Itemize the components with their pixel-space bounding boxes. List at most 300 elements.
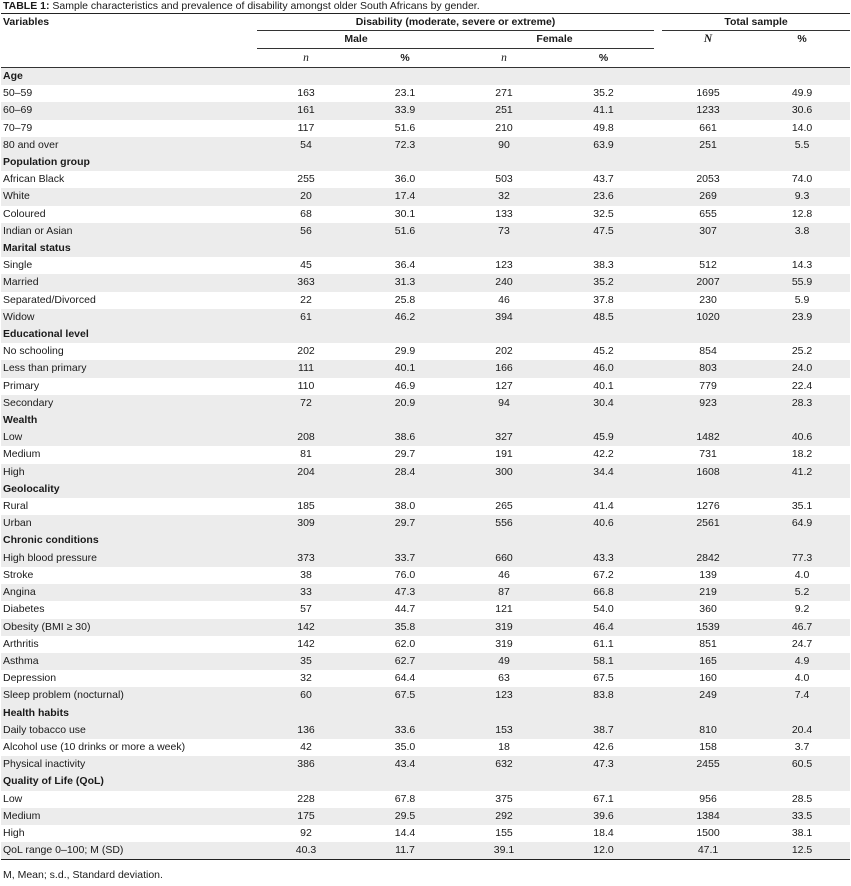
total-pct-cell: 14.3: [791, 259, 813, 272]
female-n-cell: 166: [495, 362, 513, 375]
male-pct-cell: 51.6: [394, 121, 416, 134]
male-n-cell: 363: [297, 276, 315, 289]
male-n-cell: 228: [297, 792, 315, 805]
total-n-cell: 1482: [696, 431, 720, 444]
female-pct-cell: 42.2: [593, 448, 614, 461]
male-pct-cell: 28.4: [394, 465, 416, 478]
female-pct-cell: 61.1: [593, 637, 614, 650]
gap-cell: [654, 292, 662, 309]
male-n-cell: 142: [297, 620, 315, 633]
male-n-cell: 202: [297, 345, 315, 358]
table-row: [1, 309, 850, 326]
total-pct-cell: 9.2: [794, 603, 810, 616]
table-row: [1, 188, 850, 205]
table-row: [1, 601, 850, 618]
row-label: High: [3, 826, 25, 839]
gap-cell: [654, 808, 662, 825]
female-pct-cell: 47.3: [593, 758, 614, 771]
female-pct-cell: 40.6: [593, 517, 614, 530]
header-row-1: [1, 14, 850, 31]
total-pct-cell: 12.5: [754, 842, 850, 860]
male-pct-cell: 67.5: [394, 689, 416, 702]
row-label: Coloured: [3, 207, 46, 220]
disability-header: [257, 14, 654, 31]
male-n-header: n: [257, 49, 355, 68]
row-label: Secondary: [3, 396, 54, 409]
male-pct-cell: 25.8: [394, 293, 416, 306]
total-pct-cell: 4.0: [794, 672, 810, 685]
male-pct-cell: 23.1: [394, 87, 416, 100]
total-n-cell: 1608: [696, 465, 720, 478]
male-n-cell: 68: [300, 207, 312, 220]
section-row: [1, 326, 850, 343]
male-n-cell: 61: [300, 310, 312, 323]
section-title: Chronic conditions: [3, 534, 99, 547]
gap-cell: [654, 188, 662, 205]
total-n-cell: 655: [699, 207, 717, 220]
gap-cell: [654, 120, 662, 137]
total-pct-subheader: [754, 49, 850, 68]
male-n-cell: 208: [297, 431, 315, 444]
table-caption: [3, 0, 850, 13]
gap-cell: [654, 670, 662, 687]
row-label: Alcohol use (10 drinks or more a week): [3, 740, 186, 753]
male-n-cell: 35: [300, 654, 312, 667]
total-pct-cell: 49.9: [791, 87, 813, 100]
male-pct-cell: 29.5: [394, 809, 416, 822]
row-label: Asthma: [3, 654, 39, 667]
total-n-cell: 1384: [696, 809, 720, 822]
table-row: [1, 808, 850, 825]
female-pct-cell: 66.8: [593, 586, 614, 599]
total-n-cell: 956: [699, 792, 717, 805]
section-row: [1, 705, 850, 722]
female-n-cell: 121: [495, 603, 513, 616]
total-pct-cell: 28.5: [791, 792, 813, 805]
male-n-cell: 42: [300, 740, 312, 753]
female-pct-cell: 54.0: [593, 603, 614, 616]
total-n-cell: 2053: [696, 173, 720, 186]
total-pct-cell: 30.6: [791, 104, 813, 117]
total-n-cell: 2842: [696, 551, 720, 564]
section-title: Marital status: [3, 242, 71, 255]
male-n-cell: 22: [300, 293, 312, 306]
total-n-cell: 139: [699, 568, 717, 581]
male-pct-cell: 29.9: [394, 345, 416, 358]
male-pct-cell: 46.9: [394, 379, 416, 392]
male-n-cell: 72: [300, 396, 312, 409]
table-row: [1, 687, 850, 704]
male-n-cell: 386: [297, 758, 315, 771]
total-pct-cell: 12.8: [791, 207, 813, 220]
male-n-cell: 92: [300, 826, 312, 839]
male-n-cell: 33: [300, 586, 312, 599]
female-n-cell: 155: [495, 826, 513, 839]
gap-cell: [654, 756, 662, 773]
total-pct-cell: 20.4: [791, 723, 813, 736]
male-n-cell: 56: [300, 224, 312, 237]
female-n-cell: 265: [495, 500, 513, 513]
section-title: Population group: [3, 156, 90, 169]
male-n-cell: 136: [297, 723, 315, 736]
male-pct-cell: 17.4: [394, 190, 416, 203]
female-n-cell: 300: [495, 465, 513, 478]
row-label: Married: [3, 276, 39, 289]
male-pct-cell: 47.3: [394, 586, 416, 599]
gap-cell: [654, 584, 662, 601]
table-row: [1, 446, 850, 463]
total-pct-cell: 28.3: [791, 396, 813, 409]
female-n-cell: 191: [495, 448, 513, 461]
table-row: [1, 464, 850, 481]
total-n-cell: 2455: [696, 758, 720, 771]
header-gap: [654, 49, 662, 68]
total-n-cell: 160: [699, 672, 717, 685]
total-n-cell: 512: [699, 259, 717, 272]
gap-cell: [654, 257, 662, 274]
male-pct-cell: 33.6: [394, 723, 416, 736]
gap-cell: [654, 137, 662, 154]
total-pct-cell: 24.0: [791, 362, 813, 375]
female-pct-cell: 63.9: [593, 138, 614, 151]
table-row: [1, 636, 850, 653]
female-pct-cell: 47.5: [593, 224, 614, 237]
male-n-cell: 255: [297, 173, 315, 186]
gap-cell: [654, 791, 662, 808]
male-pct-cell: 30.1: [394, 207, 416, 220]
male-n-cell: 161: [297, 104, 315, 117]
female-n-cell: 46: [498, 568, 510, 581]
table-row: [1, 619, 850, 636]
female-n-cell: 46: [498, 293, 510, 306]
male-n-cell: 40.3: [257, 842, 355, 860]
total-n-cell: 269: [699, 190, 717, 203]
male-pct-cell: 29.7: [394, 517, 416, 530]
gap-cell: [654, 171, 662, 188]
table-row: [1, 206, 850, 223]
total-n-cell: 923: [699, 396, 717, 409]
female-pct-cell: 48.5: [593, 310, 614, 323]
female-pct-cell: 43.7: [593, 173, 614, 186]
male-n-cell: 38: [300, 568, 312, 581]
female-pct-cell: 46.0: [593, 362, 614, 375]
female-pct-cell: 37.8: [593, 293, 614, 306]
total-pct-cell: 7.4: [794, 689, 810, 702]
female-pct-cell: 32.5: [593, 207, 614, 220]
female-pct-cell: 41.4: [593, 500, 614, 513]
total-n-cell: 165: [699, 654, 717, 667]
male-pct-cell: 14.4: [394, 826, 416, 839]
total-n-cell: 1539: [696, 620, 720, 633]
female-pct-cell: 45.2: [593, 345, 614, 358]
female-n-cell: 127: [495, 379, 513, 392]
table-row: [1, 653, 850, 670]
female-pct-cell: 39.6: [593, 809, 614, 822]
section-title: Wealth: [3, 414, 38, 427]
gap-cell: [654, 464, 662, 481]
female-pct-cell: 30.4: [593, 396, 614, 409]
male-pct-cell: 62.7: [394, 654, 416, 667]
table-row: [1, 739, 850, 756]
gap-cell: [654, 102, 662, 119]
male-n-cell: 45: [300, 259, 312, 272]
total-pct-cell: 35.1: [791, 500, 813, 513]
table-row: [1, 343, 850, 360]
total-pct-cell: 18.2: [791, 448, 813, 461]
gap-cell: [654, 636, 662, 653]
male-pct-cell: 76.0: [394, 568, 416, 581]
total-pct-cell: 24.7: [791, 637, 813, 650]
row-label: 60–69: [3, 104, 33, 117]
total-n-cell: 803: [699, 362, 717, 375]
male-n-cell: 175: [297, 809, 315, 822]
total-n-cell: 2561: [696, 517, 720, 530]
caption-text: Sample characteristics and prevalence of disability amongst older South Africans by gender.: [49, 0, 480, 12]
section-row: [1, 481, 850, 498]
table-body: [1, 68, 850, 860]
male-n-cell: 185: [297, 500, 315, 513]
female-pct-cell: 18.4: [593, 826, 614, 839]
female-pct-cell: 67.1: [593, 792, 614, 805]
table-row: [1, 378, 850, 395]
row-label: 50–59: [3, 87, 33, 100]
female-n-cell: 153: [495, 723, 513, 736]
section-title: Educational level: [3, 328, 89, 341]
male-n-cell: 204: [297, 465, 315, 478]
male-n-cell: 20: [300, 190, 312, 203]
row-label: Diabetes: [3, 603, 45, 616]
gap-cell: [654, 429, 662, 446]
female-n-cell: 327: [495, 431, 513, 444]
total-n-cell: 1020: [696, 310, 720, 323]
table-row: [1, 120, 850, 137]
female-n-cell: 632: [495, 758, 513, 771]
male-n-cell: 117: [297, 121, 315, 134]
gap-cell: [654, 515, 662, 532]
table-row: [1, 584, 850, 601]
total-pct-header: %: [754, 31, 850, 49]
gap-cell: [654, 653, 662, 670]
gap-cell: [654, 206, 662, 223]
male-pct-cell: 36.0: [394, 173, 416, 186]
row-label: Rural: [3, 500, 29, 513]
table-row: [1, 360, 850, 377]
female-pct-cell: 40.1: [593, 379, 614, 392]
female-n-cell: 251: [495, 104, 513, 117]
total-pct-cell: 9.3: [794, 190, 810, 203]
table-row: [1, 137, 850, 154]
female-pct-cell: 46.4: [593, 620, 614, 633]
table-row: [1, 515, 850, 532]
male-n-cell: 57: [300, 603, 312, 616]
section-row: [1, 773, 850, 790]
female-n-header: n: [455, 49, 553, 68]
gap-cell: [654, 274, 662, 291]
header-gap: [654, 31, 662, 49]
male-n-cell: 142: [297, 637, 315, 650]
male-pct-cell: 35.8: [394, 620, 416, 633]
female-n-cell: 18: [498, 740, 510, 753]
total-pct-cell: 33.5: [791, 809, 813, 822]
female-n-cell: 271: [495, 87, 513, 100]
male-pct-cell: 72.3: [394, 138, 416, 151]
total-pct-cell: 3.8: [794, 224, 810, 237]
female-pct-cell: 34.4: [593, 465, 614, 478]
table-row: [1, 722, 850, 739]
female-n-cell: 556: [495, 517, 513, 530]
total-n-cell: 251: [699, 138, 717, 151]
male-pct-cell: 38.6: [394, 431, 416, 444]
row-label: Daily tobacco use: [3, 723, 86, 736]
gap-cell: [654, 223, 662, 240]
table-row: [1, 171, 850, 188]
female-pct-cell: 38.3: [593, 259, 614, 272]
row-label: Stroke: [3, 568, 34, 581]
male-n-cell: 32: [300, 672, 312, 685]
female-n-cell: 660: [495, 551, 513, 564]
total-pct-cell: 4.0: [794, 568, 810, 581]
table-row: [1, 274, 850, 291]
gap-cell: [654, 378, 662, 395]
female-n-cell: 240: [495, 276, 513, 289]
female-n-cell: 394: [495, 310, 513, 323]
female-pct-cell: 38.7: [593, 723, 614, 736]
gap-cell: [654, 309, 662, 326]
row-label: 80 and over: [3, 138, 59, 151]
row-label: Low: [3, 792, 23, 805]
row-label: QoL range 0–100; M (SD): [1, 842, 257, 860]
male-n-cell: 54: [300, 138, 312, 151]
row-label: Low: [3, 431, 23, 444]
female-n-cell: 319: [495, 637, 513, 650]
female-n-cell: 210: [495, 121, 513, 134]
female-n-cell: 375: [495, 792, 513, 805]
male-pct-cell: 43.4: [394, 758, 416, 771]
gap-cell: [654, 343, 662, 360]
caption-label: TABLE 1:: [3, 0, 50, 12]
total-n-cell: 307: [699, 224, 717, 237]
total-n-cell: 360: [699, 603, 717, 616]
total-pct-cell: 74.0: [791, 173, 813, 186]
section-title: Geolocality: [3, 482, 60, 495]
male-pct-cell: 33.9: [394, 104, 416, 117]
row-label: White: [3, 190, 30, 203]
total-pct-cell: 38.1: [791, 826, 813, 839]
female-n-cell: 73: [498, 224, 510, 237]
row-label: Primary: [3, 379, 40, 392]
female-n-cell: 292: [495, 809, 513, 822]
total-pct-cell: 60.5: [791, 758, 813, 771]
male-n-cell: 111: [298, 362, 314, 375]
disability-header-text: Disability (moderate, severe or extreme): [355, 16, 556, 28]
gap-cell: [654, 567, 662, 584]
header-row-3: [1, 49, 850, 68]
header-blank: [1, 49, 257, 68]
total-n-cell: 810: [699, 723, 717, 736]
total-pct-cell: 5.9: [794, 293, 810, 306]
variables-header: Variables: [3, 16, 50, 29]
male-n-cell: 309: [297, 517, 315, 530]
male-pct-cell: 11.7: [355, 842, 455, 860]
female-n-cell: 503: [495, 173, 513, 186]
male-pct-header: %: [355, 49, 455, 68]
female-pct-cell: 35.2: [593, 276, 614, 289]
male-pct-cell: 38.0: [394, 500, 416, 513]
male-pct-cell: 44.7: [394, 603, 416, 616]
female-n-cell: 133: [495, 207, 513, 220]
female-n-cell: 123: [495, 689, 513, 702]
row-label: Angina: [3, 586, 36, 599]
male-pct-cell: 31.3: [394, 276, 416, 289]
table-row: [1, 756, 850, 773]
male-n-cell: 110: [297, 379, 315, 392]
total-n-cell: 1276: [696, 500, 720, 513]
gap-cell: [654, 739, 662, 756]
total-n-cell: 47.1: [662, 842, 754, 860]
female-n-cell: 63: [498, 672, 510, 685]
row-label: Single: [3, 259, 33, 272]
total-n-cell: 2007: [696, 276, 720, 289]
male-pct-cell: 35.0: [394, 740, 416, 753]
total-n-cell: 661: [699, 121, 717, 134]
gap-cell: [654, 825, 662, 842]
total-n-cell: 1500: [696, 826, 720, 839]
section-row: [1, 532, 850, 549]
table-row: [1, 223, 850, 240]
section-row: [1, 240, 850, 257]
total-pct-cell: 64.9: [791, 517, 813, 530]
table-row: [1, 395, 850, 412]
row-label: Medium: [3, 809, 41, 822]
gap-cell: [654, 85, 662, 102]
female-pct-header: %: [553, 49, 654, 68]
section-title: Health habits: [3, 706, 69, 719]
female-pct-cell: 58.1: [593, 654, 614, 667]
male-pct-cell: 40.1: [394, 362, 416, 375]
male-pct-cell: 51.6: [394, 224, 416, 237]
header-gap: [654, 14, 662, 31]
row-label: Widow: [3, 310, 35, 323]
female-pct-cell: 42.6: [593, 740, 614, 753]
table-row: [1, 670, 850, 687]
total-pct-cell: 5.5: [794, 138, 810, 151]
row-label: Separated/Divorced: [3, 293, 96, 306]
male-pct-cell: 46.2: [394, 310, 416, 323]
row-label: Obesity (BMI ≥ 30): [3, 620, 91, 633]
female-n-cell: 39.1: [455, 842, 553, 860]
table-row: [1, 429, 850, 446]
row-label: Indian or Asian: [3, 224, 73, 237]
data-table: [1, 13, 850, 860]
total-n-cell: 779: [699, 379, 717, 392]
female-n-cell: 90: [498, 138, 510, 151]
table-row: [1, 550, 850, 567]
male-pct-cell: 20.9: [394, 396, 416, 409]
section-row: [1, 68, 850, 86]
gap-cell: [654, 498, 662, 515]
total-pct-cell: 5.2: [794, 586, 810, 599]
table-row: [1, 825, 850, 842]
female-n-cell: 202: [495, 345, 513, 358]
gap-cell: [654, 550, 662, 567]
female-header: Female: [455, 31, 654, 49]
row-label: 70–79: [3, 121, 33, 134]
header-row-2: [1, 31, 850, 49]
total-pct-cell: 40.6: [791, 431, 813, 444]
row-label: Medium: [3, 448, 41, 461]
total-n-cell: 158: [699, 740, 717, 753]
gap-cell: [654, 360, 662, 377]
